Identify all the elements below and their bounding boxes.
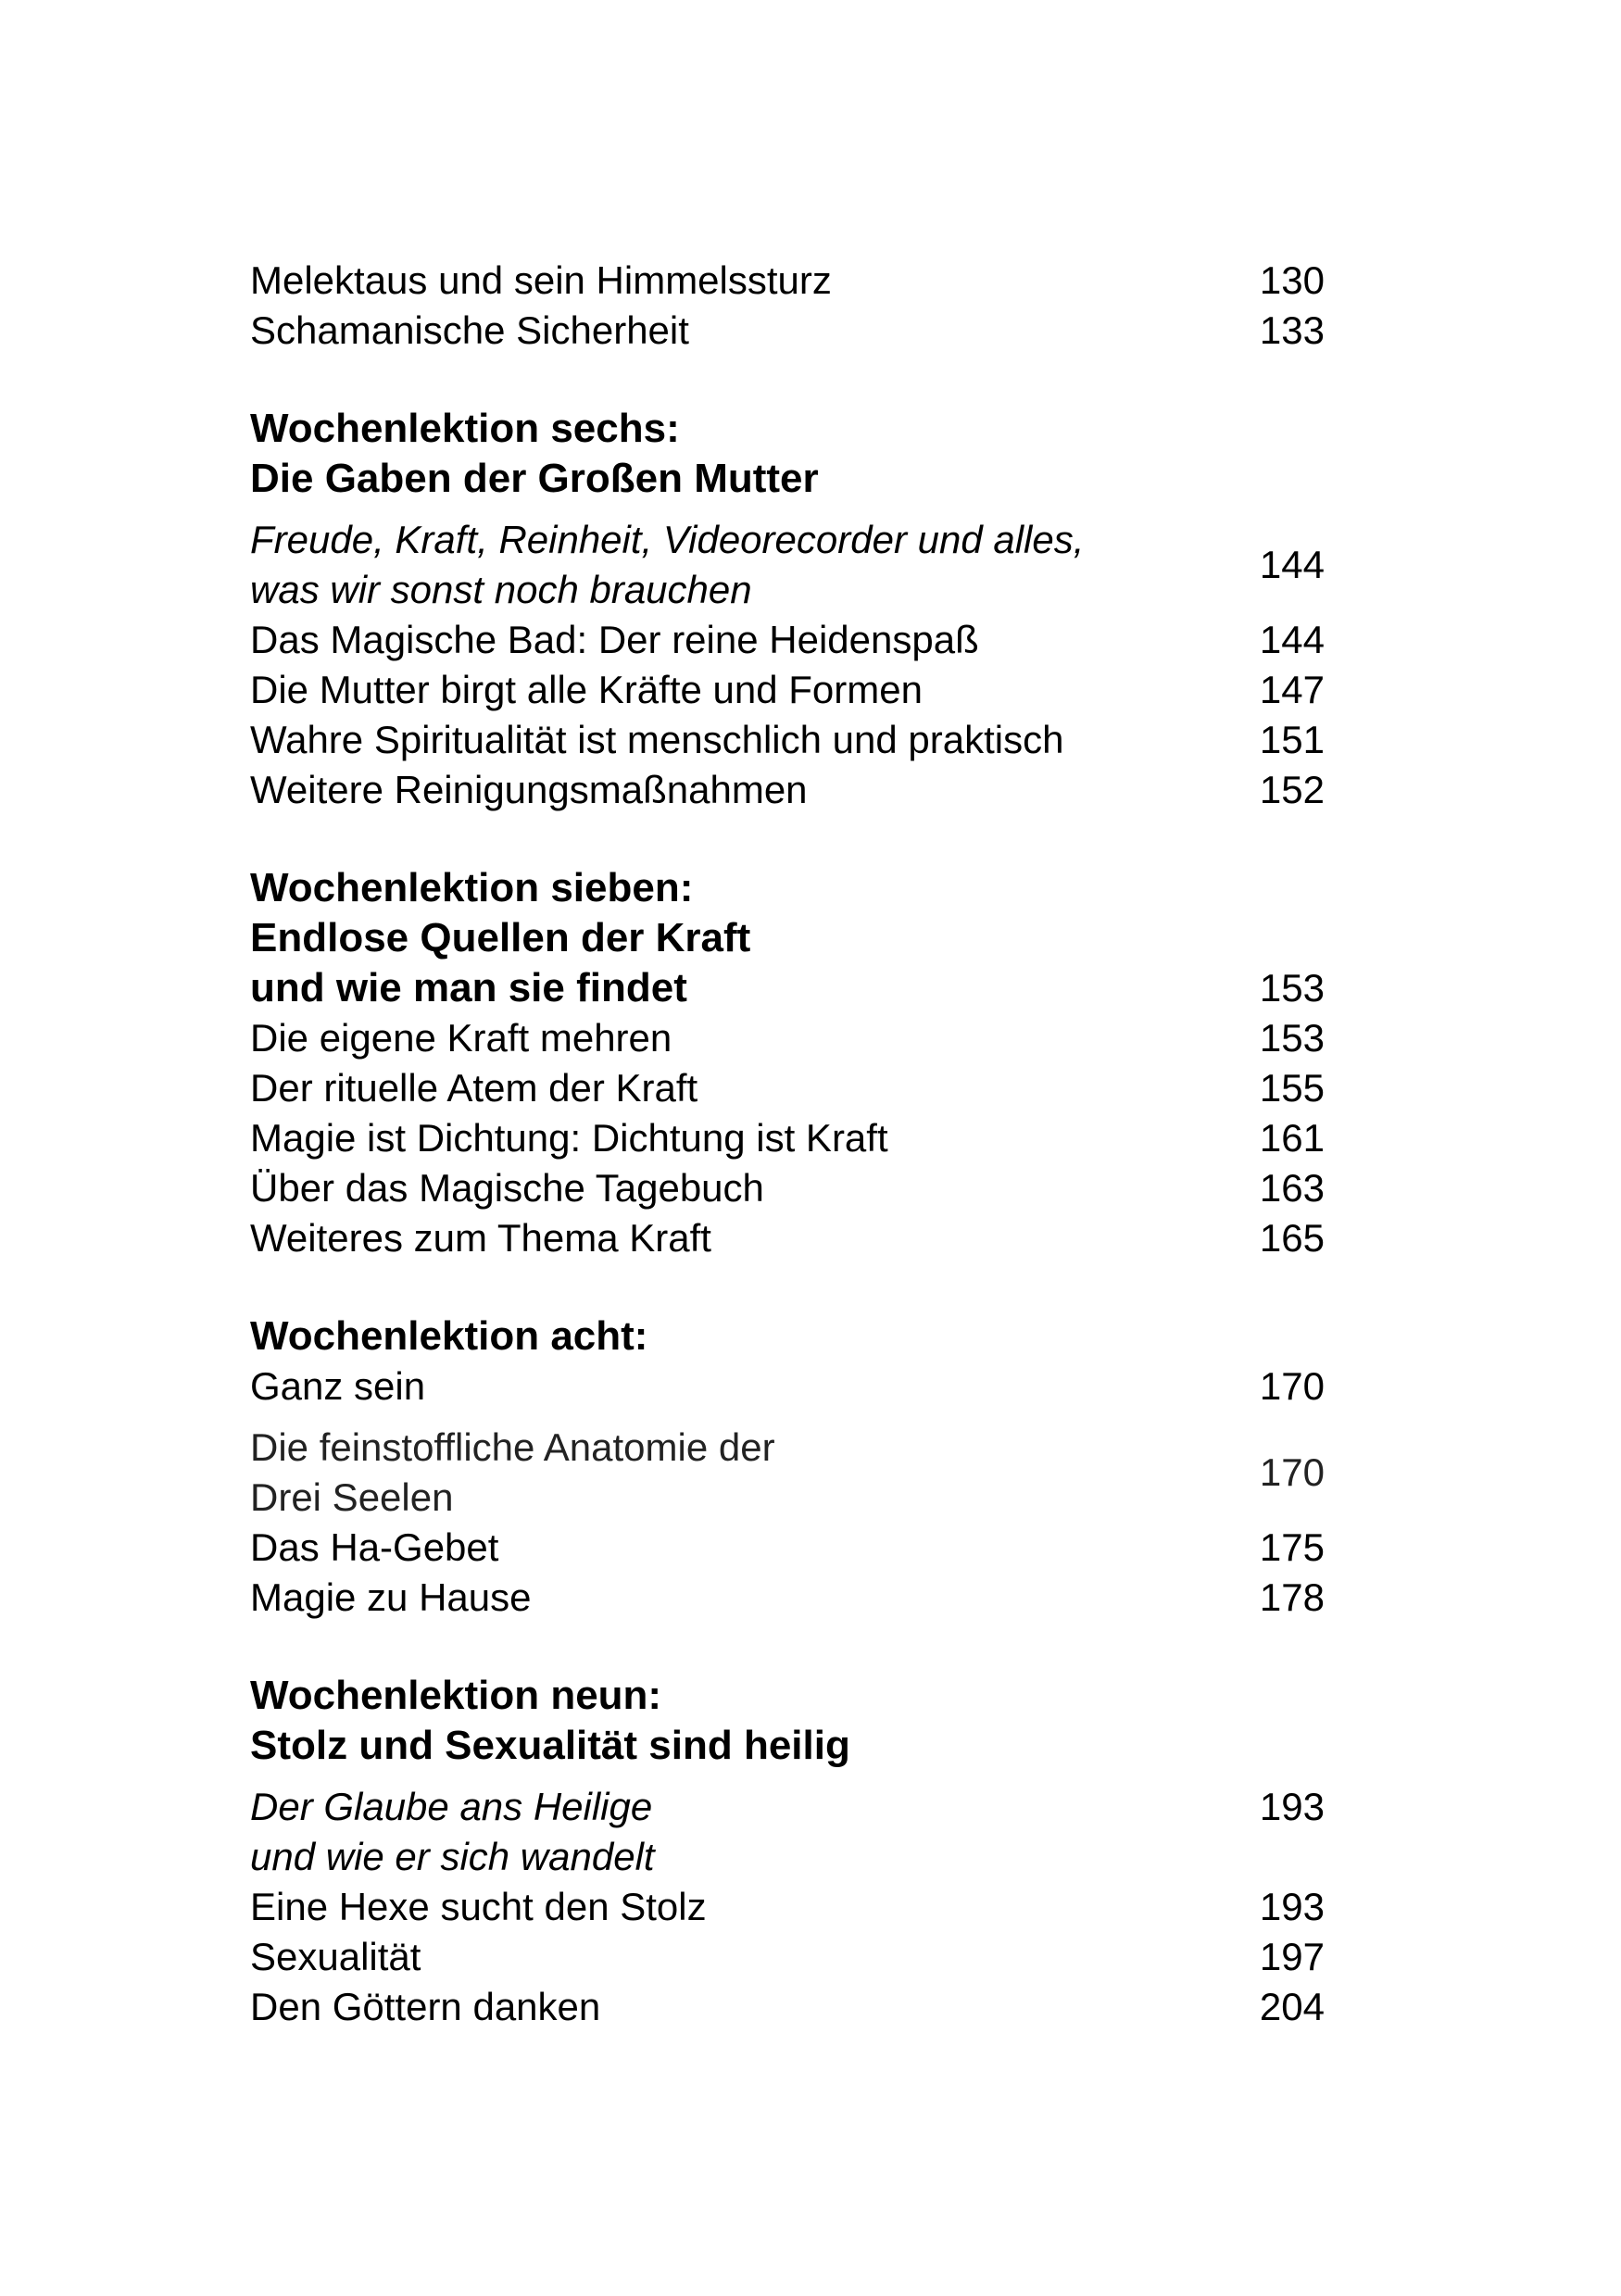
toc-entry-title: Wahre Spiritualität ist menschlich und praktisch (250, 718, 1064, 761)
toc-entry-title: Die Mutter birgt alle Kräfte und Formen (250, 668, 923, 711)
toc-entry (250, 1361, 1325, 1411)
section-heading: Stolz und Sexualität sind heilig (250, 1723, 850, 1768)
toc-subtitle-line: Der Glaube ans Heilige (250, 1785, 653, 1828)
section-heading-row (250, 963, 1325, 1013)
section-heading: und wie man sie findet (250, 965, 687, 1010)
toc-entry-page: 204 (1259, 1985, 1325, 2028)
toc-entry-title: Eine Hexe sucht den Stolz (250, 1885, 707, 1928)
toc-entry-page: 133 (1259, 308, 1325, 352)
toc-entry-title: Schamanische Sicherheit (250, 308, 689, 352)
toc-entry-page: 193 (1259, 1885, 1325, 1928)
toc-entry-page: 144 (1259, 543, 1325, 586)
toc-entry-title: Sexualität (250, 1935, 421, 1978)
toc-entry (250, 1882, 1325, 1932)
toc-entry-title: Magie zu Hause (250, 1575, 532, 1619)
toc-entry-page: 175 (1259, 1525, 1325, 1569)
toc-subtitle-entry (250, 1782, 1325, 1882)
toc-entry (250, 1982, 1325, 2032)
toc-entry-page: 130 (1259, 258, 1325, 302)
toc-entry-title: Der rituelle Atem der Kraft (250, 1066, 698, 1110)
toc-entry (250, 615, 1325, 665)
toc-entry-page: 170 (1259, 1450, 1325, 1494)
toc-subtitle-entry (250, 515, 1325, 615)
section-heading: Wochenlektion sechs: (250, 406, 680, 451)
toc-entry-page: 161 (1259, 1116, 1325, 1160)
toc-entry (250, 1063, 1325, 1113)
toc-entry-page: 147 (1259, 668, 1325, 711)
toc-entry (250, 765, 1325, 815)
toc-entry (250, 306, 1325, 356)
toc-subtitle-line: und wie er sich wandelt (250, 1835, 655, 1878)
toc-entry-page: 153 (1259, 1016, 1325, 1060)
toc-entry-title: Das Magische Bad: Der reine Heidenspaß (250, 618, 979, 661)
toc-entry-title: Den Göttern danken (250, 1985, 601, 2028)
toc-entry-page: 170 (1259, 1364, 1325, 1408)
toc-subtitle-title (250, 515, 1223, 615)
section-heading: Die Gaben der Großen Mutter (250, 456, 819, 501)
toc-entry-title: Weiteres zum Thema Kraft (250, 1216, 711, 1260)
toc-entry-title: Die eigene Kraft mehren (250, 1016, 672, 1060)
toc-multiline-entry (250, 1423, 1325, 1523)
toc-entry (250, 1163, 1325, 1213)
toc-entry-page: 152 (1259, 768, 1325, 811)
toc-entry (250, 1213, 1325, 1263)
toc-entry-title: Das Ha-Gebet (250, 1525, 499, 1569)
toc-entry-title: Über das Magische Tagebuch (250, 1166, 764, 1210)
toc-subtitle-title (250, 1782, 1223, 1882)
section-heading: Wochenlektion acht: (250, 1313, 648, 1359)
toc-subtitle-line: was wir sonst noch brauchen (250, 568, 752, 611)
toc-entry (250, 256, 1325, 306)
toc-entry-title: Weitere Reinigungsmaßnahmen (250, 768, 808, 811)
section-heading: Endlose Quellen der Kraft (250, 915, 751, 960)
toc-entry-page: 151 (1259, 718, 1325, 761)
toc-entry-page: 144 (1259, 618, 1325, 661)
toc-entry (250, 665, 1325, 715)
section-heading: Wochenlektion neun: (250, 1673, 662, 1718)
toc-entry-page: 153 (1259, 966, 1325, 1010)
toc-entry-title: Ganz sein (250, 1364, 426, 1408)
toc-entry-title (250, 1423, 1223, 1523)
toc-entry-title: Magie ist Dichtung: Dichtung ist Kraft (250, 1116, 888, 1160)
toc-entry-line: Drei Seelen (250, 1475, 454, 1519)
toc-subtitle-line: Freude, Kraft, Reinheit, Videorecorder und alles, (250, 518, 1085, 561)
toc-entry-title: Melektaus und sein Himmelssturz (250, 258, 832, 302)
toc-entry (250, 715, 1325, 765)
toc-entry (250, 1113, 1325, 1163)
section-heading: Wochenlektion sieben: (250, 865, 694, 910)
toc-entry-page: 197 (1259, 1935, 1325, 1978)
toc-entry-page: 193 (1259, 1785, 1325, 1828)
toc-entry-page: 165 (1259, 1216, 1325, 1260)
toc-entry-page: 155 (1259, 1066, 1325, 1110)
toc-entry-page: 163 (1259, 1166, 1325, 1210)
toc-entry (250, 1523, 1325, 1573)
toc-entry-page: 178 (1259, 1575, 1325, 1619)
toc-entry (250, 1573, 1325, 1623)
toc-entry-line: Die feinstoffliche Anatomie der (250, 1425, 775, 1469)
toc-entry (250, 1932, 1325, 1982)
table-of-contents (250, 256, 1325, 2032)
toc-entry (250, 1013, 1325, 1063)
